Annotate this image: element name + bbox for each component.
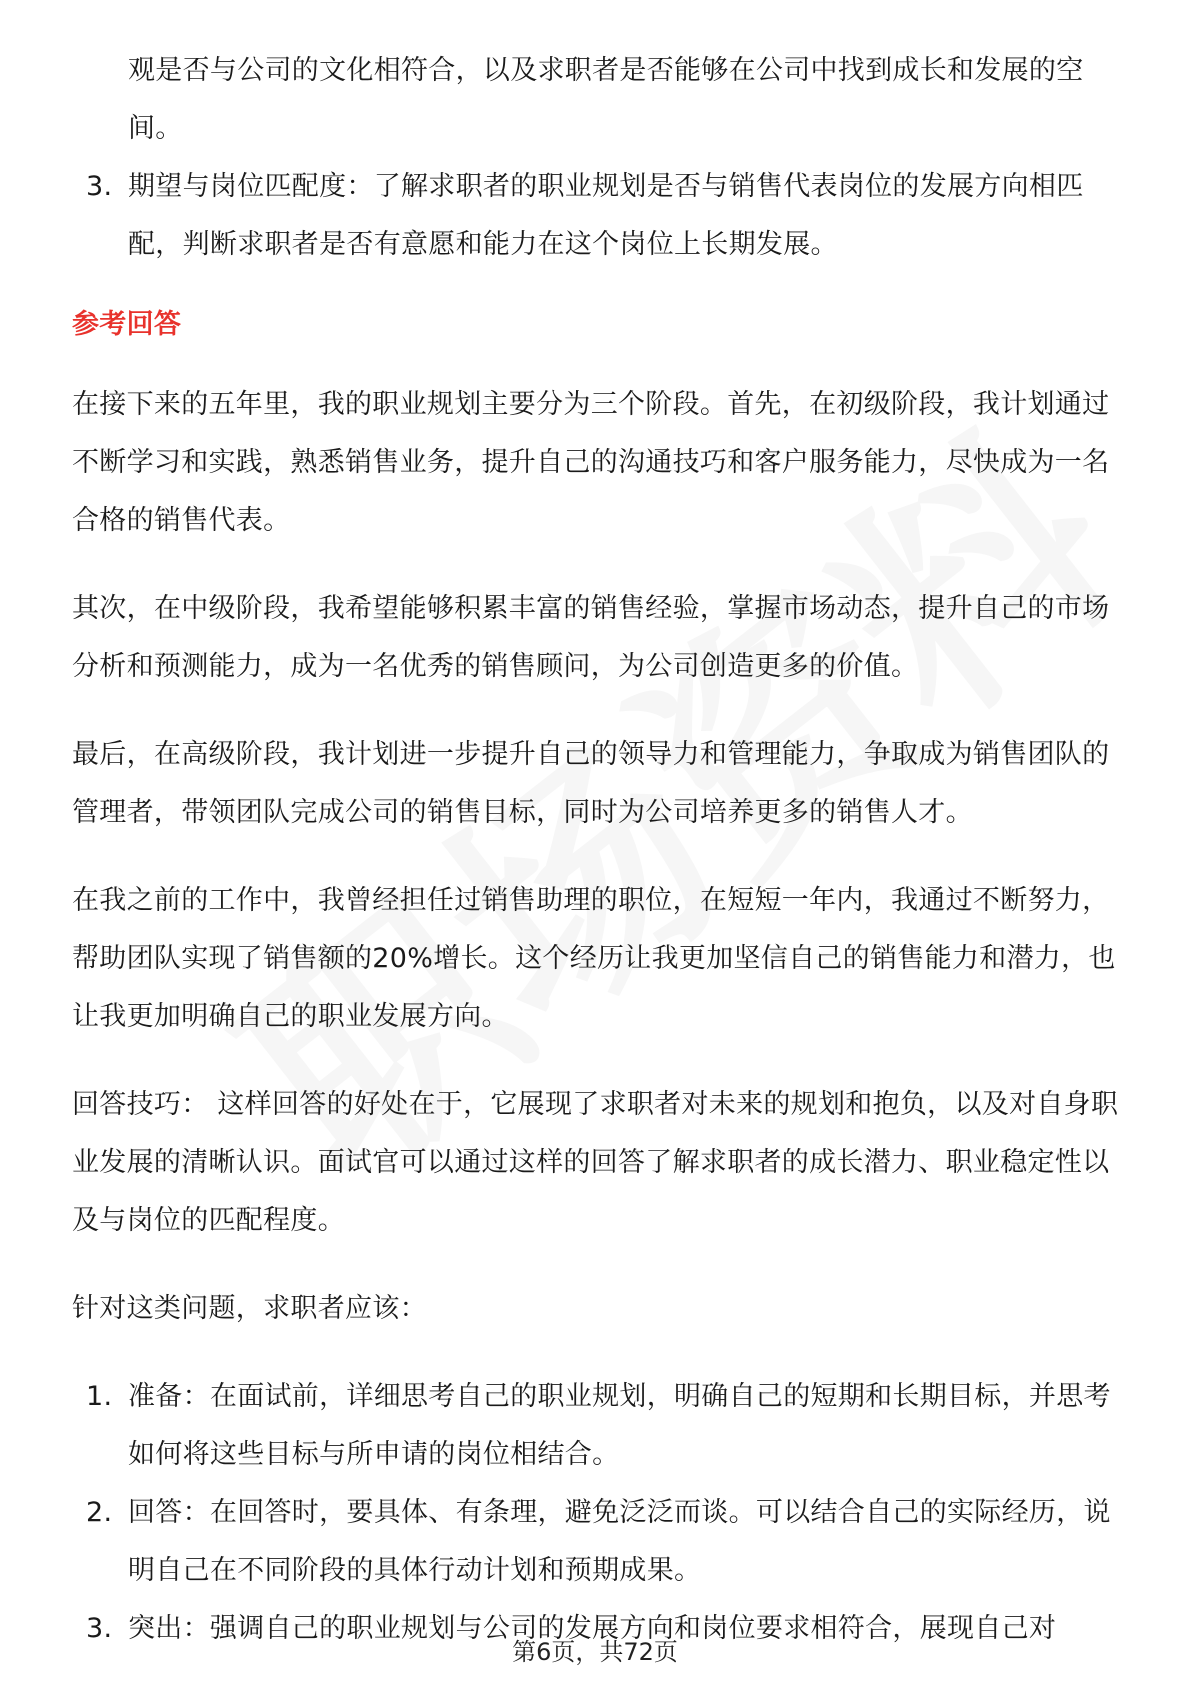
list-text: 准备：在面试前，详细思考自己的职业规划，明确自己的短期和长期目标，并思考如何将这些目标与所申请的岗位相结合。 (128, 1381, 1111, 1470)
page-content (72, 42, 1122, 1658)
advice-list (72, 1368, 1122, 1658)
list-item-continuation: 观是否与公司的文化相符合，以及求职者是否能够在公司中找到成长和发展的空间。 (128, 55, 1084, 144)
list-text: 突出：强调自己的职业规划与公司的发展方向和岗位要求相符合，展现自己对 (128, 1613, 1057, 1644)
tips-paragraph: 回答技巧： 这样回答的好处在于，它展现了求职者对未来的规划和抱负，以及对自身职业发展的清晰认识。面试官可以通过这样的回答了解求职者的成长潜力、职业稳定性以及与岗位的匹配程度。 (72, 1089, 1119, 1236)
list-number: 2. (86, 1497, 113, 1528)
answer-paragraph-3: 最后，在高级阶段，我计划进一步提升自己的领导力和管理能力，争取成为销售团队的管理者，带领团队完成公司的销售目标，同时为公司培养更多的销售人才。 (72, 739, 1110, 828)
list-text: 回答：在回答时，要具体、有条理，避免泛泛而谈。可以结合自己的实际经历，说明自己在不同阶段的具体行动计划和预期成果。 (128, 1497, 1111, 1586)
answer-paragraph-4: 在我之前的工作中，我曾经担任过销售助理的职位，在短短一年内，我通过不断努力，帮助团队实现了销售额的20%增长。这个经历让我更加坚信自己的销售能力和潜力，也让我更加明确自己的职业发展方向。 (72, 885, 1116, 1032)
answer-paragraph-2: 其次，在中级阶段，我希望能够积累丰富的销售经验，掌握市场动态，提升自己的市场分析和预测能力，成为一名优秀的销售顾问，为公司创造更多的价值。 (72, 593, 1110, 682)
intro-paragraph: 针对这类问题，求职者应该： (72, 1293, 427, 1324)
list-number: 3. (86, 171, 113, 202)
list-number: 1. (86, 1381, 113, 1412)
page-footer: 第6页，共72页 (512, 1638, 678, 1666)
answer-paragraph-1: 在接下来的五年里，我的职业规划主要分为三个阶段。首先，在初级阶段，我计划通过不断学习和实践，熟悉销售业务，提升自己的沟通技巧和客户服务能力，尽快成为一名合格的销售代表。 (72, 389, 1110, 536)
list-item (72, 1484, 1122, 1600)
list-item (72, 1368, 1122, 1484)
list-text: 期望与岗位匹配度：了解求职者的职业规划是否与销售代表岗位的发展方向相匹配，判断求职者是否有意愿和能力在这个岗位上长期发展。 (128, 171, 1084, 260)
list-item (72, 158, 1122, 274)
list-number: 3. (86, 1613, 113, 1644)
section-heading: 参考回答 (72, 309, 182, 340)
